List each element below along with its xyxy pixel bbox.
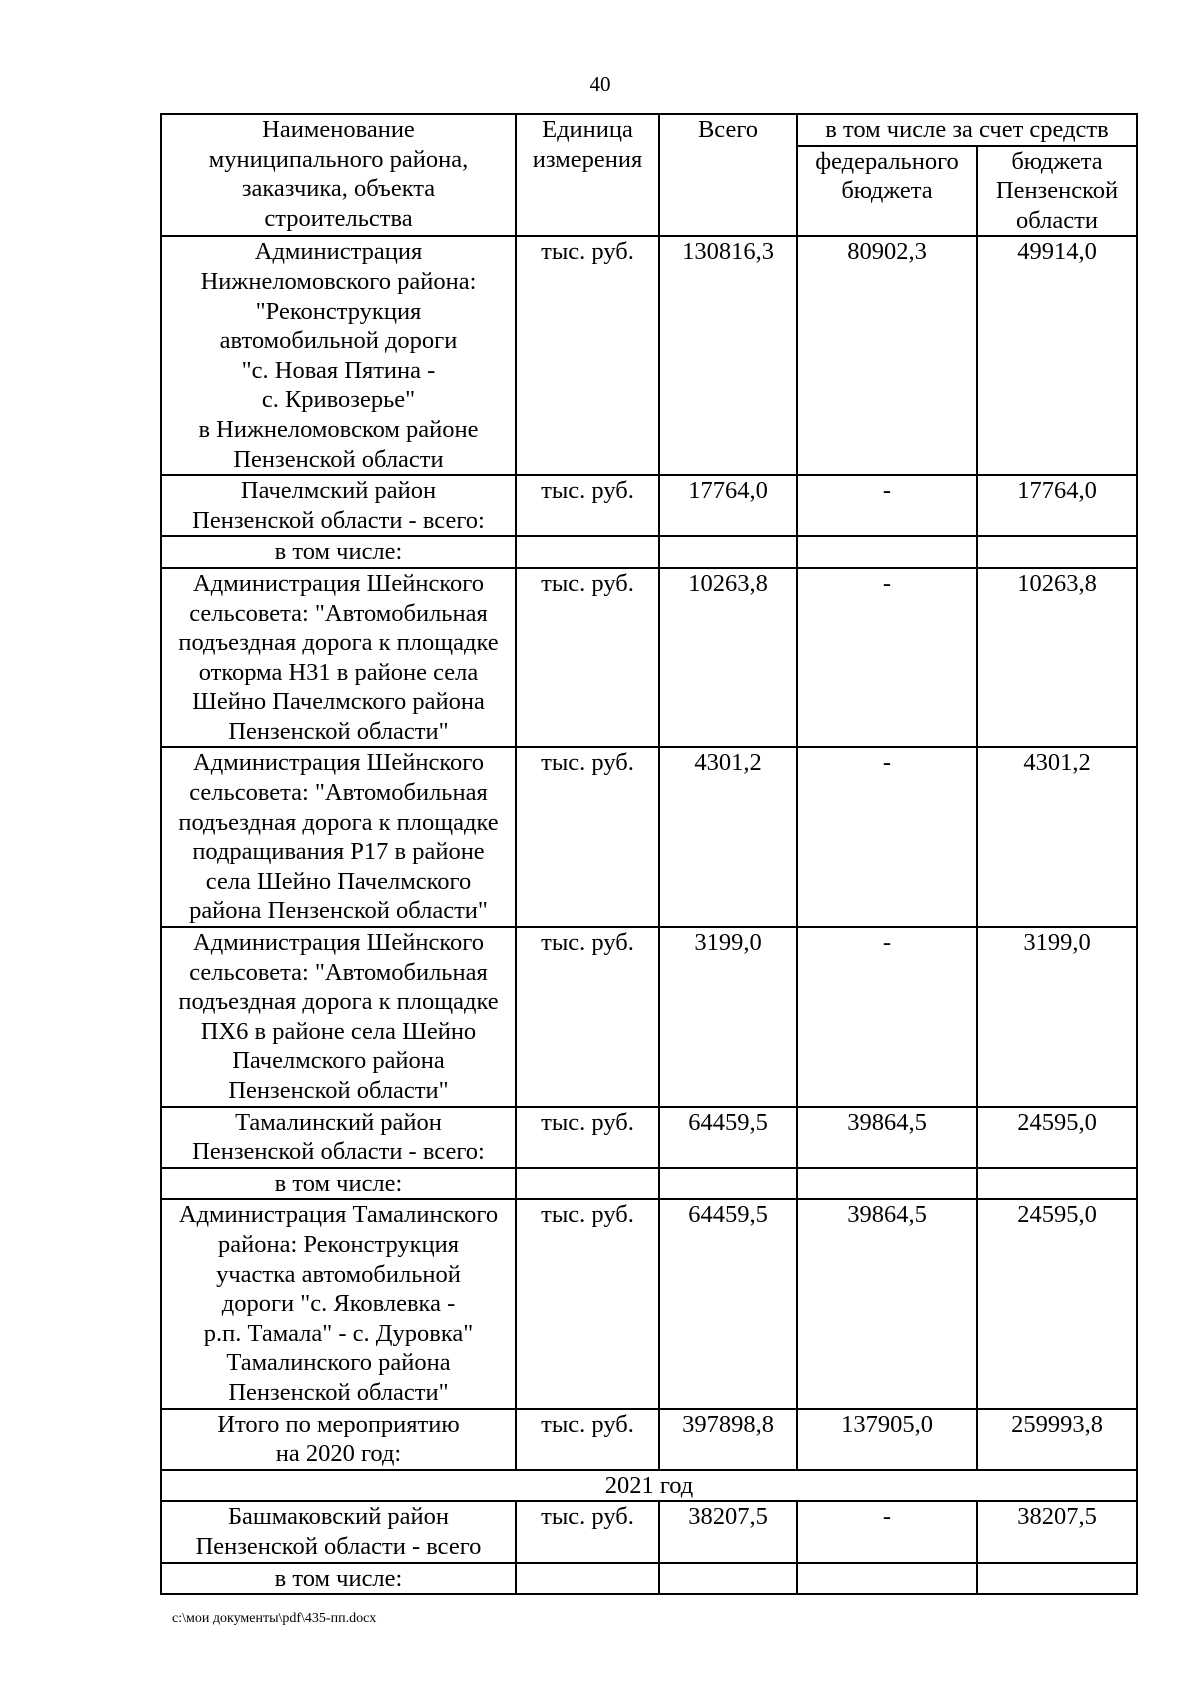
table-row [161, 236, 1137, 475]
row-federal-cell: 80902,3 [797, 236, 977, 475]
row-regional-cell: 24595,0 [977, 1199, 1137, 1408]
row-regional-cell [977, 1563, 1137, 1595]
row-regional-cell: 3199,0 [977, 927, 1137, 1107]
table-row [161, 1409, 1137, 1470]
table-row [161, 927, 1137, 1107]
row-name-cell: Администрация Нижнеломовского района: "Реконструкция автомобильной дороги "с. Новая Пятина - с. Кривозерье" в Нижнеломовском районе Пензенской области [161, 236, 516, 475]
row-unit-cell: тыс. руб. [516, 568, 659, 748]
table-header [161, 114, 1137, 236]
table-row [161, 1107, 1137, 1168]
header-regional: бюджета Пензенской области [977, 146, 1137, 237]
row-total-cell [659, 536, 797, 568]
row-regional-cell: 38207,5 [977, 1501, 1137, 1562]
header-including: в том числе за счет средств [797, 114, 1137, 146]
table-row [161, 747, 1137, 927]
row-federal-cell [797, 1563, 977, 1595]
header-name: Наименование муниципального района, заказчика, объекта строительства [161, 114, 516, 236]
row-federal-cell: - [797, 747, 977, 927]
row-federal-cell: 137905,0 [797, 1409, 977, 1470]
table-row [161, 536, 1137, 568]
row-unit-cell: тыс. руб. [516, 1107, 659, 1168]
row-federal-cell: - [797, 927, 977, 1107]
row-regional-cell: 17764,0 [977, 475, 1137, 536]
row-total-cell [659, 1563, 797, 1595]
row-name-cell: в том числе: [161, 1168, 516, 1200]
row-name-cell: Итого по мероприятию на 2020 год: [161, 1409, 516, 1470]
row-total-cell: 64459,5 [659, 1107, 797, 1168]
row-total-cell: 4301,2 [659, 747, 797, 927]
row-unit-cell: тыс. руб. [516, 747, 659, 927]
row-unit-cell: тыс. руб. [516, 475, 659, 536]
row-total-cell: 397898,8 [659, 1409, 797, 1470]
row-name-cell: Пачелмский район Пензенской области - всего: [161, 475, 516, 536]
year-section [161, 1470, 1137, 1502]
year-row [161, 1470, 1137, 1502]
row-unit-cell: тыс. руб. [516, 236, 659, 475]
row-name-cell: Администрация Шейнского сельсовета: "Автомобильная подъездная дорога к площадке подращивания Р17 в районе села Шейно Пачелмского района Пензенской области" [161, 747, 516, 927]
table-row [161, 1563, 1137, 1595]
row-unit-cell: тыс. руб. [516, 1199, 659, 1408]
row-unit-cell: тыс. руб. [516, 1501, 659, 1562]
row-name-cell: Тамалинский район Пензенской области - всего: [161, 1107, 516, 1168]
row-total-cell: 64459,5 [659, 1199, 797, 1408]
row-unit-cell [516, 1168, 659, 1200]
row-regional-cell: 49914,0 [977, 236, 1137, 475]
row-regional-cell [977, 536, 1137, 568]
row-federal-cell: 39864,5 [797, 1199, 977, 1408]
table-row [161, 568, 1137, 748]
row-total-cell: 10263,8 [659, 568, 797, 748]
row-federal-cell: - [797, 568, 977, 748]
row-name-cell: Администрация Шейнского сельсовета: "Автомобильная подъездная дорога к площадке откорма Н31 в районе села Шейно Пачелмского района Пензенской области" [161, 568, 516, 748]
table-row [161, 1199, 1137, 1408]
row-federal-cell [797, 1168, 977, 1200]
page-number: 40 [589, 72, 611, 96]
table-row [161, 1168, 1137, 1200]
row-regional-cell: 24595,0 [977, 1107, 1137, 1168]
row-total-cell: 17764,0 [659, 475, 797, 536]
header-total: Всего [659, 114, 797, 236]
row-total-cell: 130816,3 [659, 236, 797, 475]
table-body-2021 [161, 1501, 1137, 1594]
row-federal-cell: 39864,5 [797, 1107, 977, 1168]
row-total-cell: 3199,0 [659, 927, 797, 1107]
row-name-cell: в том числе: [161, 536, 516, 568]
row-name-cell: в том числе: [161, 1563, 516, 1595]
row-name-cell: Администрация Тамалинского района: Реконструкция участка автомобильной дороги "с. Яковлевка - р.п. Тамала" - с. Дуровка" Тамалинского района Пензенской области" [161, 1199, 516, 1408]
row-federal-cell: - [797, 475, 977, 536]
row-regional-cell [977, 1168, 1137, 1200]
header-federal: федерального бюджета [797, 146, 977, 237]
row-unit-cell: тыс. руб. [516, 1409, 659, 1470]
row-regional-cell: 259993,8 [977, 1409, 1137, 1470]
row-total-cell: 38207,5 [659, 1501, 797, 1562]
footer-file-path: c:\мои документы\pdf\435-пп.docx [172, 1611, 377, 1626]
year-label: 2021 год [161, 1470, 1137, 1502]
row-name-cell: Администрация Шейнского сельсовета: "Автомобильная подъездная дорога к площадке ПХ6 в районе села Шейно Пачелмского района Пензенской области" [161, 927, 516, 1107]
row-federal-cell: - [797, 1501, 977, 1562]
header-unit: Единица измерения [516, 114, 659, 236]
row-name-cell: Башмаковский район Пензенской области - всего [161, 1501, 516, 1562]
budget-table [160, 113, 1138, 1595]
row-federal-cell [797, 536, 977, 568]
row-regional-cell: 10263,8 [977, 568, 1137, 748]
table-body-2020 [161, 236, 1137, 1469]
table-row [161, 475, 1137, 536]
table-row [161, 1501, 1137, 1562]
header-row [161, 114, 1137, 146]
row-regional-cell: 4301,2 [977, 747, 1137, 927]
row-unit-cell: тыс. руб. [516, 927, 659, 1107]
row-unit-cell [516, 1563, 659, 1595]
row-unit-cell [516, 536, 659, 568]
row-total-cell [659, 1168, 797, 1200]
